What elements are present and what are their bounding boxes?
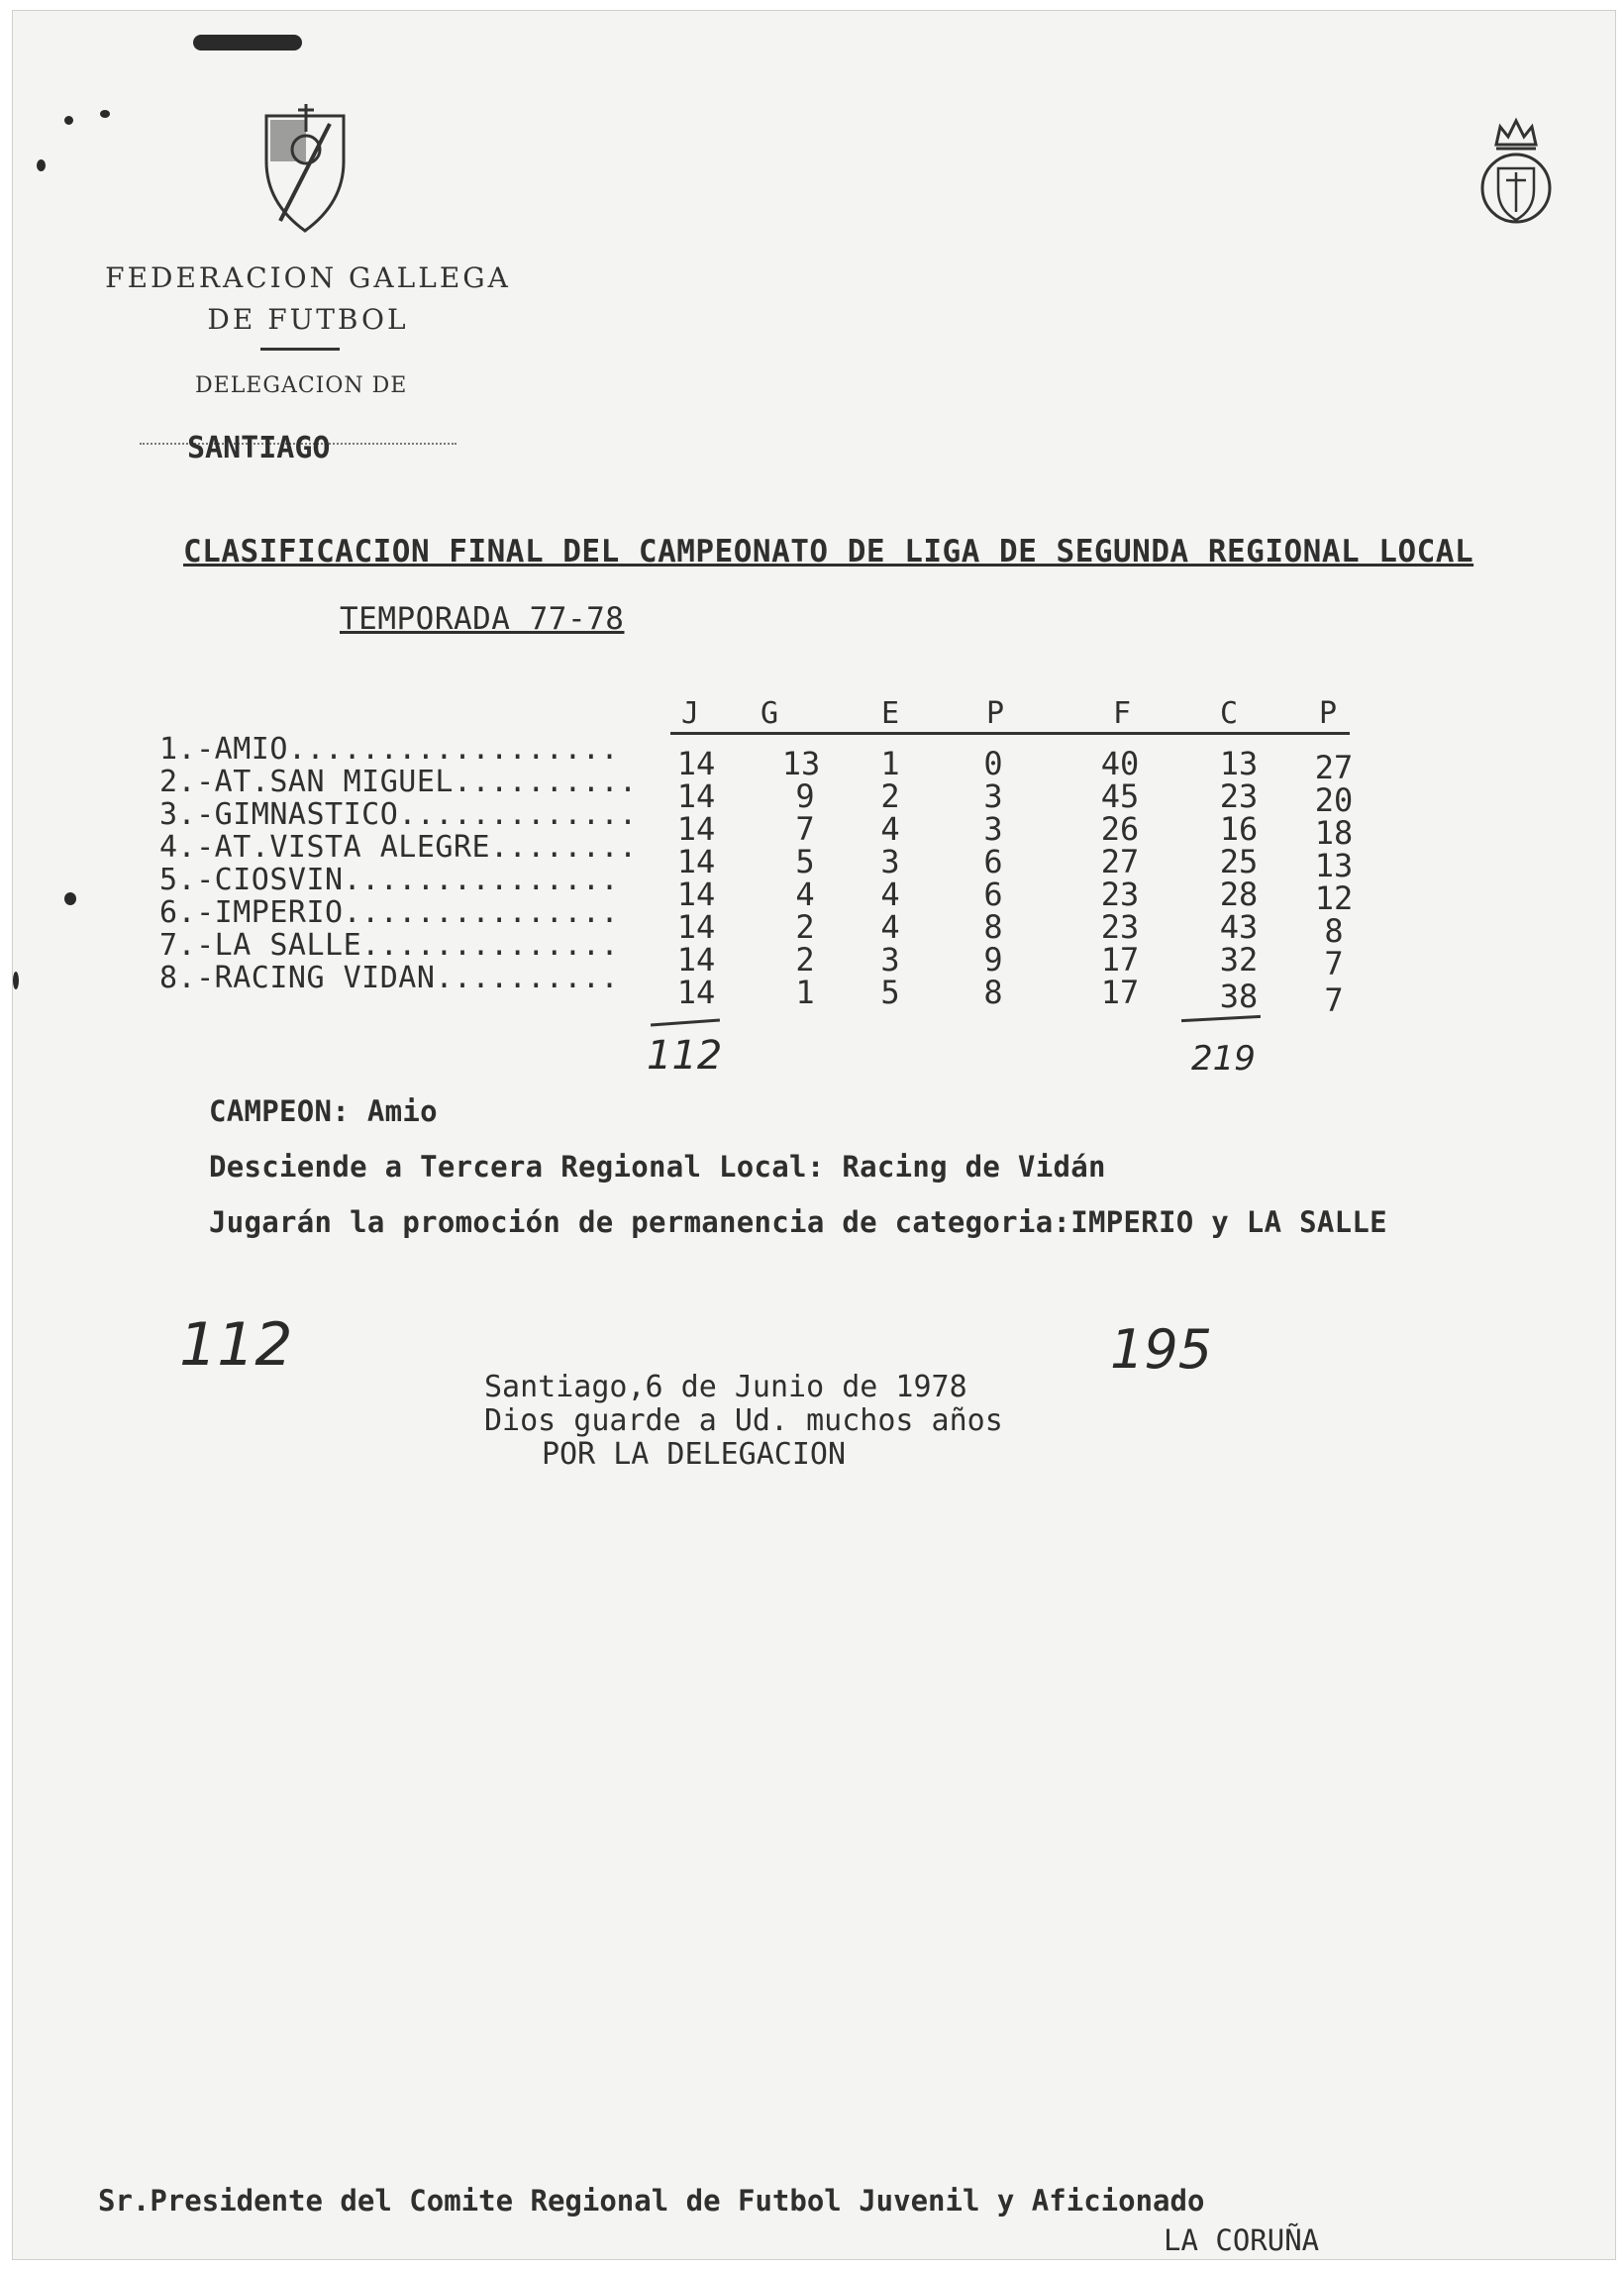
cell-pts: 8 (1324, 912, 1344, 950)
cell-c: 23 (1219, 777, 1259, 815)
ink-speck (64, 116, 73, 125)
greeting-line: Dios guarde a Ud. muchos años (484, 1403, 1003, 1438)
cell-g: 4 (795, 876, 815, 913)
cell-c: 38 (1219, 978, 1259, 1015)
spanish-federation-crown-crest-icon (1476, 115, 1556, 230)
cell-p: 6 (983, 876, 1003, 913)
cell-e: 5 (880, 974, 900, 1011)
cell-j: 14 (676, 876, 716, 913)
team-row-label: 1.-AMIO.................. (159, 732, 620, 767)
cell-j: 14 (676, 745, 716, 782)
cell-c: 32 (1219, 941, 1259, 979)
cell-pts: 20 (1314, 781, 1354, 819)
cell-j: 14 (676, 974, 716, 1011)
cell-j: 14 (676, 777, 716, 815)
team-row-label: 5.-CIOSVIN............... (159, 863, 620, 897)
margin-note-right: 195 (1110, 1318, 1213, 1381)
cell-f: 45 (1100, 777, 1140, 815)
cell-e: 3 (880, 941, 900, 979)
cell-f: 26 (1100, 810, 1140, 848)
ink-smudge (193, 35, 302, 51)
cell-p: 8 (983, 908, 1003, 946)
team-row-label: 8.-RACING VIDAN.......... (159, 961, 620, 995)
cell-p: 3 (983, 810, 1003, 848)
col-header-c: C (1219, 696, 1239, 731)
cell-p: 0 (983, 745, 1003, 782)
cell-f: 23 (1100, 908, 1140, 946)
cell-pts: 13 (1314, 847, 1354, 884)
cell-e: 4 (880, 876, 900, 913)
cell-p: 6 (983, 843, 1003, 880)
ink-speck (37, 159, 46, 171)
cell-f: 40 (1100, 745, 1140, 782)
cell-e: 4 (880, 908, 900, 946)
cell-p: 8 (983, 974, 1003, 1011)
playoff-line: Jugarán la promoción de permanencia de categoria:IMPERIO y LA SALLE (209, 1205, 1387, 1239)
cell-e: 3 (880, 843, 900, 880)
delegation-label: DELEGACION DE (195, 373, 408, 398)
cell-e: 1 (880, 745, 900, 782)
team-row-label: 2.-AT.SAN MIGUEL.......... (159, 765, 638, 799)
cell-g: 13 (781, 745, 821, 782)
total-j-handwritten: 112 (647, 1033, 723, 1079)
letterhead-divider (260, 348, 340, 351)
col-header-e: E (880, 696, 900, 731)
delegation-place: SANTIAGO (187, 431, 331, 465)
cell-c: 28 (1219, 876, 1259, 913)
header-underline (670, 732, 1350, 735)
margin-note-left: 112 (179, 1310, 293, 1380)
cell-j: 14 (676, 941, 716, 979)
cell-p: 9 (983, 941, 1003, 979)
cell-c: 43 (1219, 908, 1259, 946)
cell-g: 9 (795, 777, 815, 815)
cell-f: 23 (1100, 876, 1140, 913)
cell-pts: 18 (1314, 814, 1354, 852)
cell-f: 17 (1100, 941, 1140, 979)
relegated-line: Desciende a Tercera Regional Local: Racing de Vidán (209, 1150, 1106, 1184)
cell-c: 16 (1219, 810, 1259, 848)
cell-g: 7 (795, 810, 815, 848)
total-c-handwritten: 219 (1191, 1039, 1256, 1079)
org-name-line1: FEDERACION GALLEGA (105, 261, 511, 294)
date-line: Santiago,6 de Junio de 1978 (484, 1370, 967, 1404)
cell-j: 14 (676, 908, 716, 946)
cell-pts: 27 (1314, 749, 1354, 786)
ink-speck (64, 892, 76, 905)
cell-f: 27 (1100, 843, 1140, 880)
col-header-pts: P (1318, 696, 1338, 731)
ink-speck (13, 972, 19, 989)
document-page (12, 10, 1616, 2260)
col-header-g: G (760, 696, 779, 731)
signatory-line: POR LA DELEGACION (542, 1437, 847, 1472)
cell-pts: 7 (1324, 945, 1344, 982)
col-header-j: J (680, 696, 700, 731)
team-row-label: 3.-GIMNASTICO............. (159, 797, 638, 832)
cell-c: 13 (1219, 745, 1259, 782)
recipient-line2: LA CORUÑA (1164, 2223, 1320, 2257)
recipient-line1: Sr.Presidente del Comite Regional de Futbol Juvenil y Aficionado (98, 2184, 1205, 2218)
document-title: CLASIFICACION FINAL DEL CAMPEONATO DE LIGA DE SEGUNDA REGIONAL LOCAL (183, 534, 1474, 569)
org-name-line2: DE FUTBOL (207, 303, 409, 336)
team-row-label: 4.-AT.VISTA ALEGRE........ (159, 830, 638, 865)
col-header-p: P (985, 696, 1005, 731)
team-row-label: 7.-LA SALLE.............. (159, 928, 620, 963)
cell-g: 5 (795, 843, 815, 880)
cell-e: 4 (880, 810, 900, 848)
cell-e: 2 (880, 777, 900, 815)
cell-g: 2 (795, 941, 815, 979)
cell-j: 14 (676, 810, 716, 848)
cell-f: 17 (1100, 974, 1140, 1011)
galician-federation-shield-icon (260, 102, 350, 237)
cell-pts: 7 (1324, 981, 1344, 1019)
col-header-f: F (1112, 696, 1132, 731)
total-c-rule (1181, 1015, 1261, 1022)
cell-g: 2 (795, 908, 815, 946)
season-title: TEMPORADA 77-78 (340, 601, 625, 637)
team-row-label: 6.-IMPERIO............... (159, 895, 620, 930)
cell-c: 25 (1219, 843, 1259, 880)
cell-g: 1 (795, 974, 815, 1011)
cell-p: 3 (983, 777, 1003, 815)
cell-j: 14 (676, 843, 716, 880)
ink-speck (100, 110, 110, 118)
cell-pts: 12 (1314, 879, 1354, 917)
total-j-rule (651, 1019, 720, 1027)
champion-line: CAMPEON: Amio (209, 1094, 438, 1128)
